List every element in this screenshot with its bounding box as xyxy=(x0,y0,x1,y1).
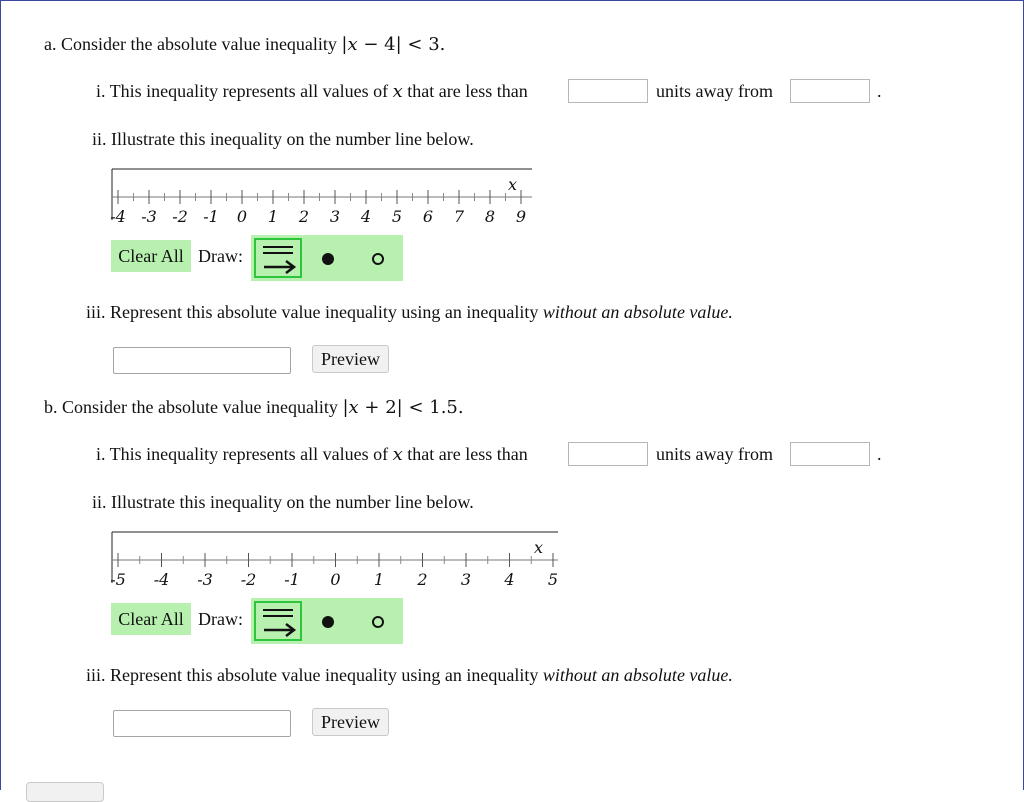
part-b-abs-open: | xyxy=(342,397,349,418)
part-a-distance-input[interactable] xyxy=(568,79,648,103)
tick-label: -1 xyxy=(203,207,219,226)
tick-label: 5 xyxy=(547,570,559,589)
bottom-partial-button[interactable] xyxy=(26,782,104,802)
closed-dot-icon xyxy=(304,238,352,278)
part-a-iii-italic: without an absolute value. xyxy=(542,302,733,322)
part-a-draw-toolbar xyxy=(251,235,403,281)
part-b-ii-question: ii. Illustrate this inequality on the number line below. xyxy=(92,492,474,512)
part-a-units-text: units away from xyxy=(656,81,773,101)
part-b-prompt-text: b. Consider the absolute value inequality xyxy=(44,397,343,417)
part-a-abs-open: | xyxy=(341,34,348,55)
tick-label: 3 xyxy=(460,570,472,589)
tick-label: 2 xyxy=(298,207,310,226)
ray-arrow-icon xyxy=(256,240,300,276)
part-b-center-input[interactable] xyxy=(790,442,870,466)
part-a-prompt xyxy=(44,34,445,55)
tick-label: 0 xyxy=(236,207,248,226)
part-b-prompt xyxy=(44,397,464,418)
part-b-distance-input[interactable] xyxy=(568,442,648,466)
closed-dot-icon xyxy=(304,601,352,641)
part-a-i-var: x xyxy=(392,81,403,102)
part-a-ray-tool[interactable] xyxy=(254,238,302,278)
tick-label: 8 xyxy=(484,207,496,226)
part-b-inequality-input[interactable] xyxy=(113,710,291,737)
part-a-i-prefix: i. This inequality represents all values of xyxy=(96,81,393,101)
part-b-expr: + 2| xyxy=(358,397,403,418)
part-a-expr: − 4| xyxy=(357,34,402,55)
part-b-iii-question xyxy=(86,665,733,686)
part-b-tick-group xyxy=(110,553,558,589)
part-a-inequality-input[interactable] xyxy=(113,347,291,374)
tick-label: 2 xyxy=(417,570,428,589)
part-b-relation: < 1.5. xyxy=(402,397,464,418)
part-a-clear-all-button[interactable]: Clear All xyxy=(111,240,191,272)
tick-label: -3 xyxy=(141,207,157,226)
part-a-var: x xyxy=(347,34,358,55)
part-b-draw-toolbar xyxy=(251,598,403,644)
part-b-preview-button[interactable]: Preview xyxy=(312,708,389,736)
part-b-iii-italic: without an absolute value. xyxy=(542,665,733,685)
part-a-iii-question xyxy=(86,302,733,323)
part-b-closed-dot-tool[interactable] xyxy=(304,601,352,641)
part-a-closed-dot-tool[interactable] xyxy=(304,238,352,278)
tick-label: 4 xyxy=(360,207,372,226)
tick-label: -4 xyxy=(153,570,170,589)
part-a-i-mid: that are less than xyxy=(402,81,528,101)
tick-label: 6 xyxy=(422,207,434,226)
tick-label: 0 xyxy=(330,570,341,589)
open-dot-icon xyxy=(354,601,402,641)
part-a-number-line[interactable] xyxy=(108,160,548,230)
part-b-i-question xyxy=(96,444,528,465)
part-b-period: . xyxy=(877,444,882,464)
part-a-draw-label: Draw: xyxy=(198,246,243,266)
part-a-i-question xyxy=(96,81,528,102)
tick-label: -2 xyxy=(240,570,257,589)
tick-label: 9 xyxy=(515,207,527,226)
tick-label: -2 xyxy=(172,207,188,226)
part-b-i-mid: that are less than xyxy=(402,444,528,464)
tick-label: 1 xyxy=(267,207,279,226)
open-dot-icon xyxy=(354,238,402,278)
tick-label: 1 xyxy=(373,570,385,589)
tick-label: 5 xyxy=(391,207,403,226)
part-b-axis-label: x xyxy=(534,538,544,557)
part-a-period: . xyxy=(877,81,882,101)
tick-label: 7 xyxy=(453,207,465,226)
part-a-tick-group xyxy=(110,190,526,226)
tick-label: -1 xyxy=(284,570,300,589)
part-b-units-text: units away from xyxy=(656,444,773,464)
part-b-i-prefix: i. This inequality represents all values of xyxy=(96,444,393,464)
part-a-iii-prefix: iii. Represent this absolute value inequality using an inequality xyxy=(86,302,543,322)
part-a-open-dot-tool[interactable] xyxy=(354,238,402,278)
part-b-open-dot-tool[interactable] xyxy=(354,601,402,641)
tick-label: 3 xyxy=(329,207,341,226)
part-a-axis-label: x xyxy=(508,175,518,194)
part-b-clear-all-button[interactable]: Clear All xyxy=(111,603,191,635)
tick-label: -4 xyxy=(110,207,126,226)
part-a-center-input[interactable] xyxy=(790,79,870,103)
part-b-draw-label: Draw: xyxy=(198,609,243,629)
part-b-i-var: x xyxy=(392,444,403,465)
part-a-relation: < 3. xyxy=(401,34,446,55)
part-b-ray-tool[interactable] xyxy=(254,601,302,641)
tick-label: 4 xyxy=(504,570,515,589)
part-b-iii-prefix: iii. Represent this absolute value inequality using an inequality xyxy=(86,665,543,685)
tick-label: -5 xyxy=(110,570,126,589)
tick-label: -3 xyxy=(197,570,213,589)
part-b-number-line[interactable] xyxy=(108,523,578,593)
part-b-var: x xyxy=(348,397,359,418)
part-a-prompt-text: a. Consider the absolute value inequality xyxy=(44,34,342,54)
part-a-ii-question: ii. Illustrate this inequality on the number line below. xyxy=(92,129,474,149)
ray-arrow-icon xyxy=(256,603,300,639)
part-a-preview-button[interactable]: Preview xyxy=(312,345,389,373)
